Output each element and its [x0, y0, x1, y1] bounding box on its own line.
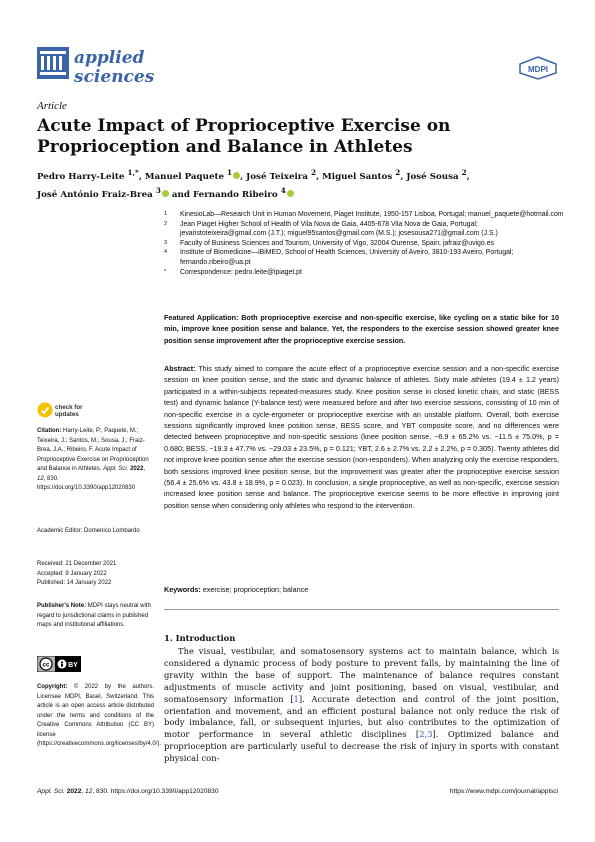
footer-citation: Appl. Sci. 2022, 12, 830. https://doi.org/10.3390/app12020830	[37, 788, 219, 795]
academic-editor: Academic Editor: Domenico Lombardo	[37, 528, 140, 534]
author-name[interactable]: José Sousa	[406, 171, 459, 182]
author-name[interactable]: Manuel Paquete	[144, 171, 225, 182]
author-sup: 2	[395, 168, 401, 177]
intro-text: ]. Optimized balance and proprioception are particularly useful to decrease the risk of injury in sports with constant physical con-	[164, 729, 559, 764]
section-divider	[164, 609, 559, 610]
keywords	[164, 585, 559, 594]
author-name[interactable]: Miguel Santos	[322, 171, 393, 182]
author-sup: 3	[155, 185, 161, 195]
affiliation-item	[164, 268, 564, 278]
publisher-note	[37, 602, 154, 631]
svg-text:cc: cc	[42, 662, 50, 669]
copyright-notice	[37, 683, 162, 750]
affiliation-mark: 1	[164, 211, 168, 217]
affiliations	[164, 210, 564, 277]
featured-application	[164, 312, 559, 346]
mdpi-logo-icon	[518, 56, 558, 80]
affiliation-mark: 3	[164, 239, 168, 246]
svg-text:MDPI: MDPI	[528, 65, 548, 74]
date-received: Received: 21 December 2021	[37, 561, 117, 567]
copyright-text: © 2022 by the authors. Licensee MDPI, Basel, Switzerland. This article is an open access article distributed under the terms and conditions of the Creative Commons Attribution (CC BY) license (https://creativecommons.org/licenses/by/4.0/).	[37, 684, 162, 747]
journal-name	[74, 49, 154, 87]
author-line-2	[37, 184, 557, 202]
intro-text: The visual, vestibular, and somatosensory systems act to maintain balance, which is considered a dynamic process of body posture to prevent falls, by maintaining the line of gravity within the base of support. The maintenance of balance requires constant adjustments of muscle activity and joint positioning, based on visual, vestibular, and somatosensory information [	[164, 646, 559, 704]
publisher-note-label: Publisher's Note:	[37, 603, 87, 609]
journal-logo-icon	[37, 47, 69, 79]
reference-link[interactable]: 1	[293, 693, 299, 704]
citation-journal: Appl. Sci.	[103, 466, 129, 472]
check-for-updates-icon[interactable]	[37, 402, 53, 418]
author-sup: 2	[311, 168, 317, 177]
author-sup: 2	[461, 168, 467, 177]
svg-text:BY: BY	[68, 662, 78, 669]
citation-label: Citation:	[37, 428, 62, 434]
author-conjunction: and	[171, 189, 190, 200]
orcid-icon[interactable]	[287, 190, 294, 197]
author-sup: 1,*	[127, 168, 139, 177]
affiliation-item	[164, 248, 564, 267]
featured-label: Featured Application:	[164, 313, 239, 322]
keywords-label: Keywords:	[164, 585, 201, 594]
journal-name-line2: sciences	[74, 67, 155, 87]
copyright-label: Copyright:	[37, 684, 68, 690]
footer-volume: 12	[85, 788, 93, 795]
footer-year: 2022	[66, 788, 82, 795]
check-updates-line2: updates	[55, 411, 79, 418]
author-line-1: Pedro Harry-Leite $^{1,*}$, Manuel Paquete $^1$ , José Teixeira $^2$, Miguel Santos $^2$, José Sousa $^2$,	[37, 168, 470, 182]
affiliation-text: Jean Piaget Higher School of Health of Vila Nova de Gaia, 4405-678 Vila Nova de Gaia, Portugal; jevaristoteixeira@gmail.com (J.T.); miguel95santos@gmail.com (M.S.); josesousa271@gmail.com (J.S.)	[180, 220, 498, 238]
author-name[interactable]: José Teixeira	[246, 171, 309, 182]
affiliation-text: Correspondence: pedro.leite@ipiaget.pt	[180, 268, 302, 276]
cc-by-license-icon[interactable]	[37, 656, 81, 672]
affiliation-mark: 2	[164, 220, 168, 227]
intro-text: ]. Accurate detection and control of the joint position, orientation and movement, and an efficient postural balance not only reduce the risk of body imbalance, fall, or subsequent injuries, but also contributes to the optimization of motor performance in several athletic disciplines [	[164, 693, 559, 740]
date-accepted: Accepted: 9 January 2022	[37, 570, 107, 577]
introduction-paragraph	[164, 646, 559, 765]
affiliation-item	[164, 220, 564, 239]
citation-block: Citation: Harry-Leite, P.; Paquete, M.; Teixeira, J.; Santos, M.; Sousa, J.; Fraiz-Brea, J.A.; Ribeiro, F. Acute Impact of Proprioceptive Exercise on Proprioception and Balance in Athletes. Appl. Sci. 2022, 12, 830. https://doi.org/10.3390/app12020830	[37, 428, 149, 491]
section-heading-introduction: 1. Introduction	[164, 633, 236, 643]
journal-name-line1: applied	[74, 48, 145, 68]
article-title: Acute Impact of Proprioceptive Exercise on Proprioception and Balance in Athletes	[37, 116, 451, 157]
author-sup: 4	[280, 185, 286, 195]
citation-year: 2022	[130, 466, 144, 472]
citation-volume: 12	[37, 475, 44, 482]
article-type: Article	[37, 100, 67, 112]
author-name[interactable]: Pedro Harry-Leite	[37, 171, 125, 182]
publisher-note-text: MDPI stays neutral with regard to jurisdictional claims in published maps and institutional affiliations.	[37, 603, 151, 628]
affiliation-item	[164, 239, 564, 249]
citation-text: Harry-Leite, P.; Paquete, M.; Teixeira, J.; Santos, M.; Sousa, J.; Fraiz-Brea, J.A.; Ribeiro, F. Acute Impact of Proprioceptive Exercise on Proprioception and Balance in Athletes.	[37, 428, 149, 472]
author-name[interactable]: José António Fraiz-Brea	[37, 189, 153, 200]
abstract-label: Abstract:	[164, 364, 196, 373]
check-updates-line1: check for	[55, 404, 83, 411]
date-published: Published: 14 January 2022	[37, 580, 112, 586]
abstract	[164, 363, 559, 511]
footer-journal-url[interactable]: https://www.mdpi.com/journal/applsci	[449, 788, 558, 795]
affiliation-item	[164, 210, 564, 220]
orcid-icon[interactable]	[233, 172, 240, 179]
affiliation-mark: 4	[164, 249, 168, 256]
footer-doi-link[interactable]: , 830. https://doi.org/10.3390/app12020830	[92, 788, 219, 795]
affiliation-text: Faculty of Business Sciences and Tourism, University of Vigo, 32004 Ourense, Spain; jafraiz@uvigo.es	[180, 239, 494, 247]
publication-dates	[37, 560, 154, 589]
affiliation-mark: *	[164, 268, 167, 275]
featured-text: Both proprioceptive exercise and non-specific exercise, like cycling on a static bike for 10 min, improve knee position sense and balance. Yet, the responders to the exercise session showed greater knee position sense improvement after the proprioceptive exercise session.	[164, 313, 559, 345]
orcid-icon[interactable]	[162, 190, 169, 197]
keywords-text: exercise; proprioception; balance	[202, 585, 309, 594]
citation-doi-link[interactable]: , 830. https://doi.org/10.3390/app12020830	[37, 475, 136, 491]
author-sup: 1	[227, 168, 233, 177]
footer-journal: Appl. Sci.	[37, 788, 65, 795]
check-for-updates-label[interactable]	[55, 404, 83, 418]
affiliation-text: Institute of Biomedicine—iBiMED, School of Health Sciences, University of Aveiro, 3810-193 Aveiro, Portugal; fernando.ribeiro@ua.pt	[180, 249, 514, 266]
abstract-text: This study aimed to compare the acute effect of a proprioceptive exercise session and a non-specific exercise session on knee position sense, and the static and dynamic balance of athletes. Sixty male athletes (19.4 ± 1.2 years) participated in a within-subjects repeated-measures study. Knee position sense in closed kinetic chain, and static (BESS test) and dynamic balance (Y-balance test) were measured before and after two exercise sessions, consisting of 10 min of non-specific exercise in a cycle-ergometer or proprioceptive exercise with an unstable platform. Overall, both exercise sessions significantly improved knee position sense, BESS score, and YBT composite score, and no differences were detected between proprioceptive and non-specific sessions (knee position sense, −6.9 ± 65.2% vs. −11.5 ± 75.0%, p = 0.680; BESS, −19.3 ± 47.7% vs. −29.03 ± 23.5%, p = 0.121; YBT, 2.6 ± 2.7% vs. 2.2 ± 2.2%, p = 0.305). Twenty athletes did not improve knee position sense after the exercise session (non-responders). When analyzing only the exercise responders, both sessions improved knee position sense, but the improvement was greater after the proprioceptive exercise session (56.4 ± 25.6% vs. 43.8 ± 18.9%, p = 0.023). In conclusion, a single proprioceptive, as well as non-specific, exercise session increased knee position sense and balance. The proprioceptive exercise seems to be more effective in improving joint position sense when considering only athletes who respond to the intervention.	[164, 364, 559, 510]
reference-link[interactable]: 2,3	[419, 729, 433, 740]
affiliation-text: KinesioLab—Research Unit in Human Movement, Piaget Institute, 1950-157 Lisboa, Portugal; manuel_paquete@hotmail.com	[180, 211, 564, 218]
author-name[interactable]: Fernando Ribeiro	[192, 189, 278, 200]
author-list	[37, 166, 557, 202]
